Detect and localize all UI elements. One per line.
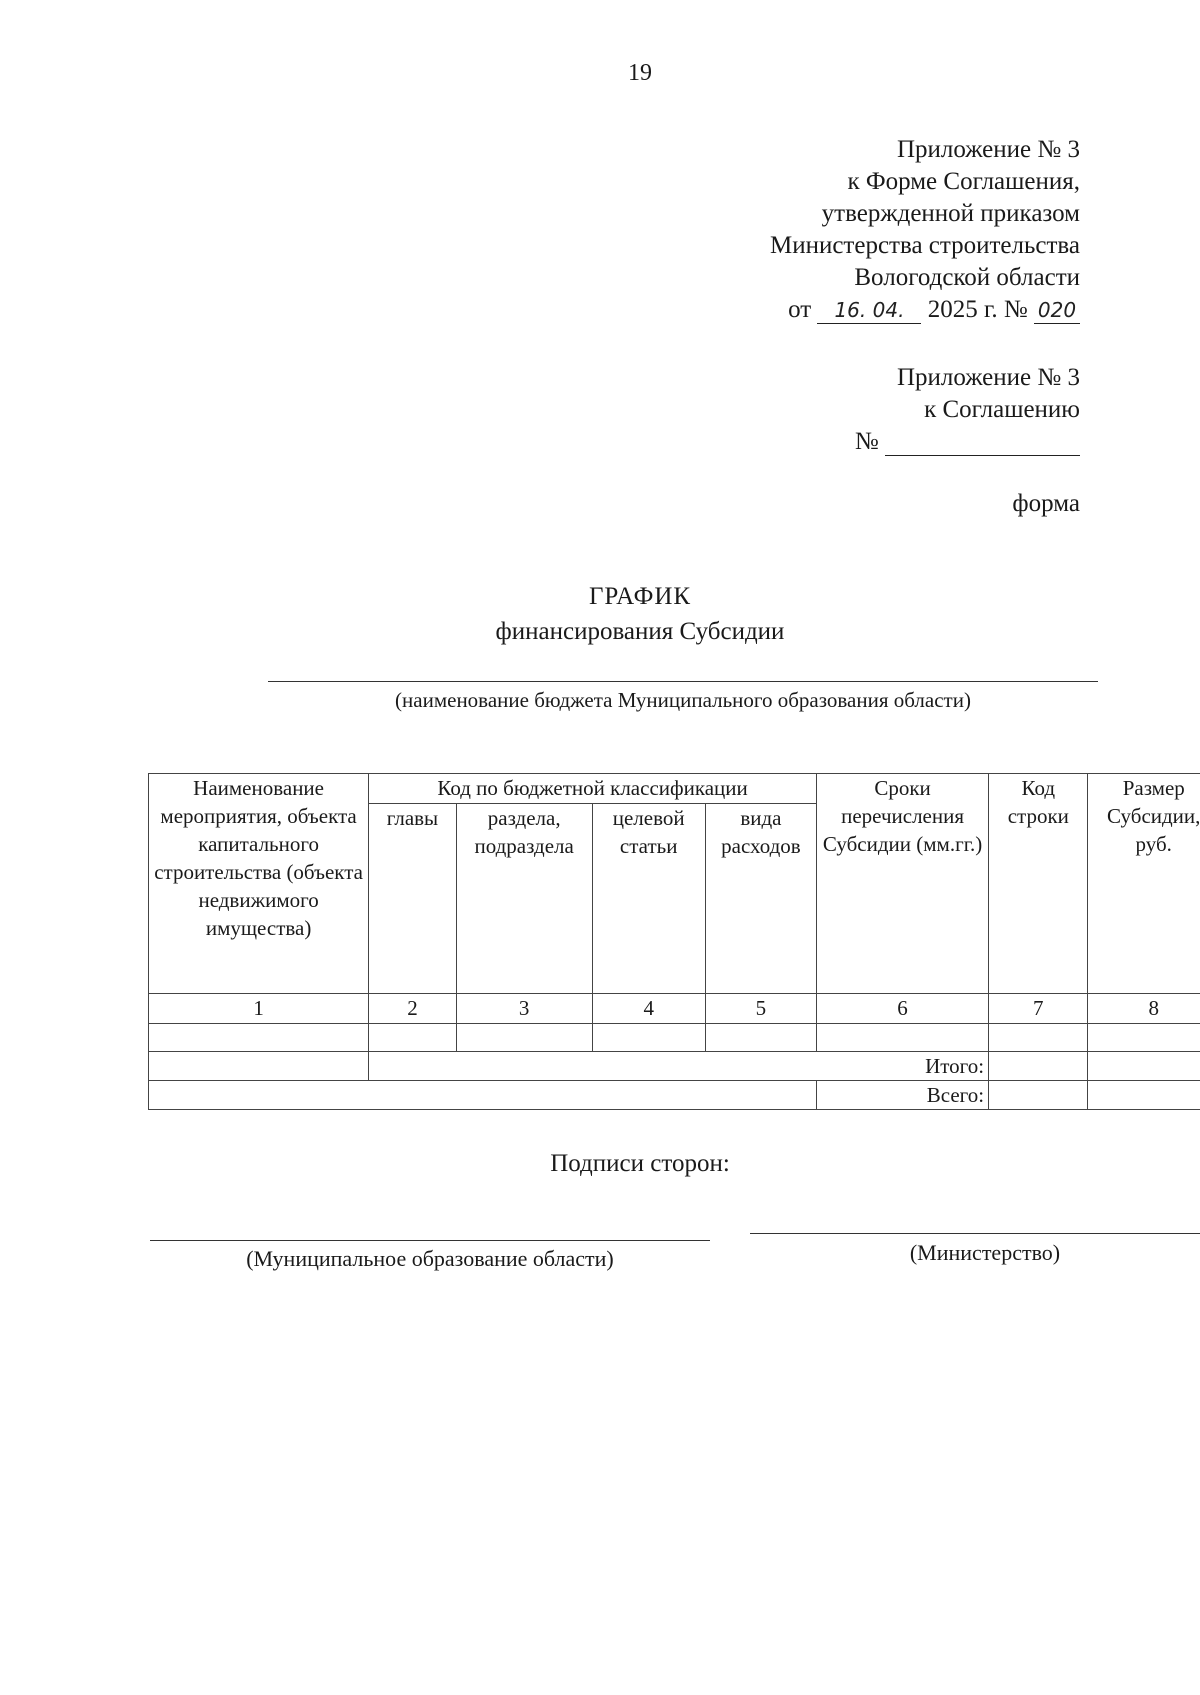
appendix-form-line5: Вологодской области <box>854 264 1080 291</box>
column-number: 5 <box>705 994 816 1024</box>
header-activity-name: Наименование мероприятия, объекта капитального строительства (объекта недвижимого имущества) <box>149 774 369 994</box>
column-number: 6 <box>817 994 989 1024</box>
table-cell[interactable] <box>989 1024 1088 1052</box>
table-cell[interactable] <box>456 1024 592 1052</box>
table-cell[interactable] <box>369 1024 457 1052</box>
vsego-row <box>149 1081 1200 1110</box>
table-cell[interactable] <box>149 1024 369 1052</box>
municipal-signature-line[interactable] <box>150 1240 710 1241</box>
itogo-row-code-cell[interactable] <box>989 1052 1088 1081</box>
appendix-agreement-line1: Приложение № 3 <box>896 364 1080 391</box>
handwritten-date: 16. 04. <box>817 297 921 324</box>
header-budget-code: Код по бюджетной классификации <box>369 774 817 804</box>
appendix-form-line1: Приложение № 3 <box>896 136 1080 163</box>
agreement-number-label: № <box>854 428 879 455</box>
header-row-code: Код строки <box>989 774 1088 994</box>
itogo-amount-cell[interactable] <box>1088 1052 1200 1081</box>
header-target-article: целевой статьи <box>592 804 705 994</box>
appendix-agreement-line2: к Соглашению <box>924 396 1080 423</box>
vsego-label: Всего: <box>817 1081 989 1110</box>
agreement-number-line <box>680 426 1080 458</box>
column-numbers-row <box>149 994 1200 1024</box>
vsego-row-code-cell[interactable] <box>989 1081 1088 1110</box>
column-number: 8 <box>1088 994 1200 1024</box>
table-cell[interactable] <box>149 1052 369 1081</box>
budget-name-line[interactable] <box>268 681 1098 682</box>
column-number: 4 <box>592 994 705 1024</box>
appendix-form-line3: утвержденной приказом <box>821 200 1080 227</box>
appendix-form-block <box>520 134 1080 326</box>
itogo-label: Итого: <box>369 1052 989 1081</box>
header-section: раздела, подраздела <box>456 804 592 994</box>
column-number: 1 <box>149 994 369 1024</box>
header-subsidy-amount: Размер Субсидии, руб. <box>1088 774 1200 994</box>
ministry-signature-caption: (Министерство) <box>909 1240 1061 1265</box>
header-transfer-terms: Сроки перечисления Субсидии (мм.гг.) <box>817 774 989 994</box>
document-title: ГРАФИК <box>588 583 692 610</box>
signatures-title: Подписи сторон: <box>550 1150 730 1177</box>
document-subtitle: финансирования Субсидии <box>495 618 785 645</box>
table-cell[interactable] <box>592 1024 705 1052</box>
ministry-signature-line[interactable] <box>750 1233 1200 1234</box>
appendix-form-line4: Министерства строительства <box>769 232 1080 259</box>
agreement-number-field[interactable] <box>885 429 1080 456</box>
year-text: 2025 г. № <box>927 296 1028 323</box>
header-expense-type: вида расходов <box>705 804 816 994</box>
header-chapter: главы <box>369 804 457 994</box>
column-number: 3 <box>456 994 592 1024</box>
handwritten-order-number: 020 <box>1034 297 1080 324</box>
table-cell <box>149 1081 817 1110</box>
municipal-signature-caption: (Муниципальное образование области) <box>246 1246 614 1271</box>
page-number: 19 <box>628 60 652 86</box>
form-label: форма <box>1012 490 1080 517</box>
appendix-form-date-line <box>520 294 1080 326</box>
column-number: 7 <box>989 994 1088 1024</box>
table-cell[interactable] <box>817 1024 989 1052</box>
budget-name-caption: (наименование бюджета Муниципального образования области) <box>395 688 971 712</box>
table-row <box>149 1024 1200 1052</box>
table-cell[interactable] <box>1088 1024 1200 1052</box>
date-prefix: от <box>788 296 812 323</box>
table-cell[interactable] <box>705 1024 816 1052</box>
appendix-agreement-block <box>680 362 1080 458</box>
column-number: 2 <box>369 994 457 1024</box>
itogo-row <box>149 1052 1200 1081</box>
financing-schedule-table <box>148 773 1200 1110</box>
vsego-amount-cell[interactable] <box>1088 1081 1200 1110</box>
appendix-form-line2: к Форме Соглашения, <box>847 168 1080 195</box>
